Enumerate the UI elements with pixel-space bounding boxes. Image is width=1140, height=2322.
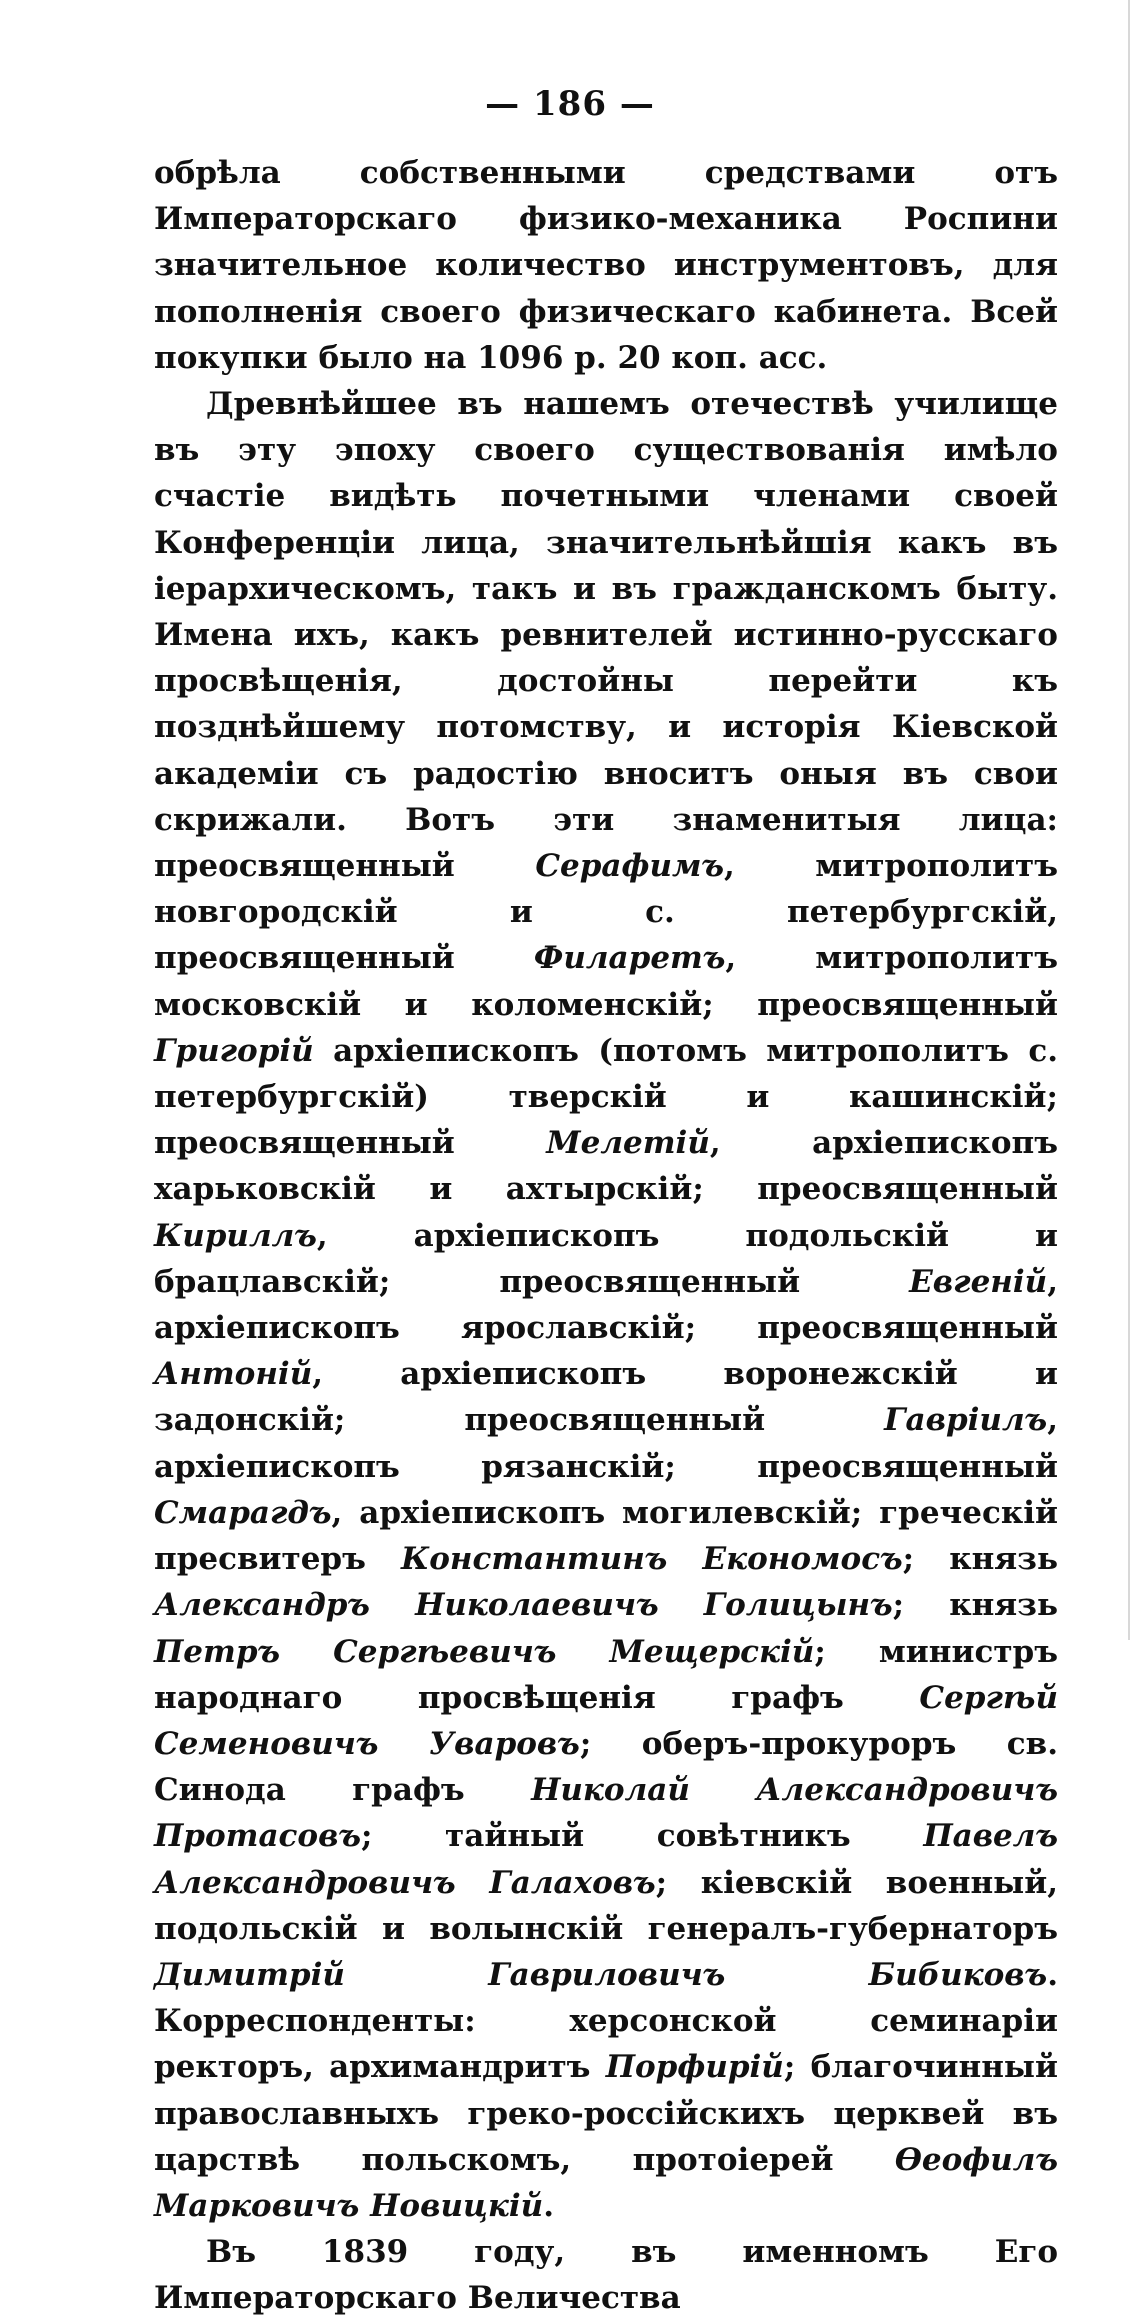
person-name: Григорій [154,1032,314,1069]
text-run: , архіепископъ подольскій и брацлавскій; преосвященный [154,1217,1058,1300]
text-run: ; тайный совѣтникъ [360,1818,924,1855]
text-run: , митрополитъ московскій и коломенскій; преосвященный [154,940,1058,1023]
text-run: , архіепископъ ярославскій; преосвященный [154,1263,1058,1347]
text-run: . [543,2187,554,2224]
person-name: Николай Александровичъ Протасовъ [154,1772,1058,1855]
text-run: . Корреспонденты: херсонской семинаріи ректоръ, архимандритъ [154,1956,1058,2086]
text-run: Въ 1839 году, въ именномъ Его Императорскаго Величества [154,2234,1058,2317]
person-name: Петръ Сергѣевичъ Мещерскій [154,1633,815,1670]
paragraph [154,2229,1058,2321]
text-run: обрѣла собственными средствами отъ Императорскаго физико-механика Роспини значительное количество инструментовъ, для пополненія своего физическаго кабинета. Всей покупки было на 1096 р. 20 коп. асс. [154,155,1058,376]
person-name: Кириллъ [154,1217,317,1254]
paragraph [154,381,1058,2229]
text-run: ; князь [902,1541,1058,1578]
text-run: , митрополитъ новгородскій и с. петербургскій, преосвященный [154,848,1058,977]
text-run: ; благочинный православныхъ греко-россійскихъ церквей въ царствѣ польскомъ, протоіерей [154,2049,1058,2178]
person-name: Сергѣй Семеновичъ Уваровъ [154,1679,1058,1762]
person-name: Мелетій [546,1125,710,1162]
text-run: , архіепископъ рязанскій; преосвященный [154,1402,1058,1485]
person-name: Серафимъ [535,848,724,885]
text-run: ; оберъ-прокуроръ св. Синода графъ [154,1725,1059,1809]
person-name: Александръ Николаевичъ Голицынъ [154,1587,893,1624]
person-name: Евгеній [909,1263,1048,1300]
text-run: ; кіевскій военный, подольскій и волынскій генералъ-губернаторъ [154,1864,1058,1947]
person-name: Смарагдъ [154,1494,332,1531]
person-name: Порфирій [605,2049,784,2086]
person-name: Константинъ Економосъ [401,1541,903,1578]
text-run: , архіепископъ могилевскій; греческій пресвитеръ [154,1494,1058,1578]
person-name: Павелъ Александровичъ Галаховъ [154,1818,1058,1901]
person-name: Өеофилъ Марковичъ Новицкій [154,2141,1058,2224]
person-name: Гавріилъ [884,1402,1048,1439]
person-name: Антоній [154,1356,313,1393]
text-run: архіепископъ (потомъ митрополитъ с. петербургскій) тверскій и кашинскій; преосвященный [154,1032,1058,1162]
person-name: Филаретъ [533,940,726,977]
page-edge-rule [1128,0,1130,1640]
text-run: , архіепископъ харьковскій и ахтырскій; преосвященный [154,1125,1058,1208]
page-number: — 186 — [485,84,655,124]
body-text [154,150,1058,2322]
paragraph [154,150,1058,381]
text-run: Древнѣйшее въ нашемъ отечествѣ училище въ эту эпоху своего существованія имѣло счастіе видѣть почетными членами своей Конференціи лица, значительнѣйшія какъ въ іерархическомъ, такъ и въ гражданскомъ быту. Имена ихъ, какъ ревнителей истинно-русскаго просвѣщенія, достойны перейти къ позднѣйшему потомству, и исторія Кіевской академіи съ радостію вноситъ оныя въ свои скрижали. Вотъ эти знаменитыя лица: преосвященный [154,386,1058,885]
text-run: , архіепископъ воронежскій и задонскій; преосвященный [154,1356,1058,1439]
text-run: ; князь [892,1587,1059,1624]
text-run: ; министръ народнаго просвѣщенія графъ [154,1633,1058,1716]
person-name: Димитрій Гавриловичъ Бибиковъ [154,1956,1048,1993]
